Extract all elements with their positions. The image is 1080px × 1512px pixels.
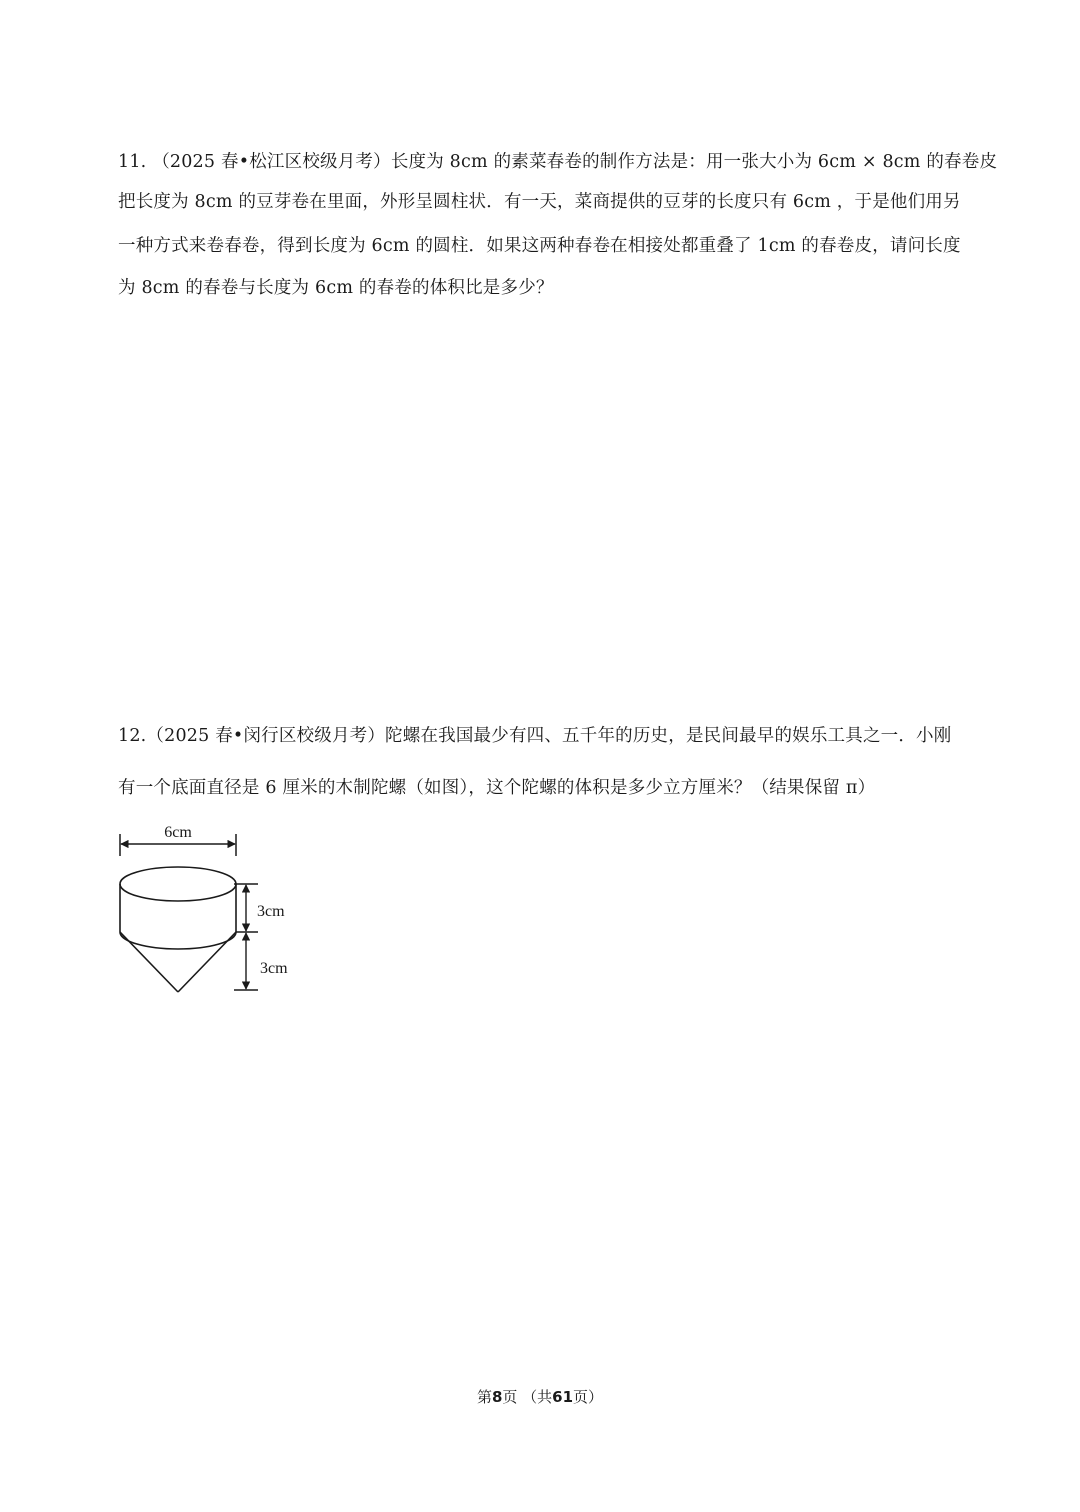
footer-page-number: 8 [491, 1388, 503, 1406]
footer-prefix: 第 [476, 1388, 492, 1406]
spinning-top-figure [110, 818, 310, 998]
footer-middle: 页 （共 [502, 1388, 553, 1406]
cone-left-edge [120, 932, 178, 992]
problem-12-line-2: 有一个底面直径是 6 厘米的木制陀螺（如图），这个陀螺的体积是多少立方厘米？（结果保留 π） [118, 778, 876, 798]
problem-12-line-1: 12.（2025 春•闵行区校级月考）陀螺在我国最少有四、五千年的历史，是民间最早的娱乐工具之一．小刚 [118, 726, 952, 746]
problem-11-line-4: 为 8cm 的春卷与长度为 6cm 的春卷的体积比是多少？ [118, 278, 554, 298]
cylinder-bottom-arc [120, 932, 236, 949]
diameter-label: 6cm [164, 824, 192, 841]
footer-total-pages: 61 [552, 1388, 574, 1406]
cylinder-height-label: 3cm [257, 903, 285, 920]
page-footer [0, 1386, 1080, 1407]
footer-suffix: 页） [573, 1388, 604, 1406]
cone-right-edge [178, 932, 236, 992]
problem-11-line-1: 11. （2025 春•松江区校级月考）长度为 8cm 的素菜春卷的制作方法是：用一张大小为 6cm × 8cm 的春卷皮 [118, 152, 998, 172]
problem-11-line-2: 把长度为 8cm 的豆芽卷在里面，外形呈圆柱状．有一天，菜商提供的豆芽的长度只有 6cm ，于是他们用另 [118, 192, 961, 212]
cylinder-top-ellipse [120, 867, 236, 901]
problem-11-line-3: 一种方式来卷春卷，得到长度为 6cm 的圆柱．如果这两种春卷在相接处都重叠了 1cm 的春卷皮，请问长度 [118, 236, 961, 256]
cone-height-label: 3cm [260, 960, 288, 977]
